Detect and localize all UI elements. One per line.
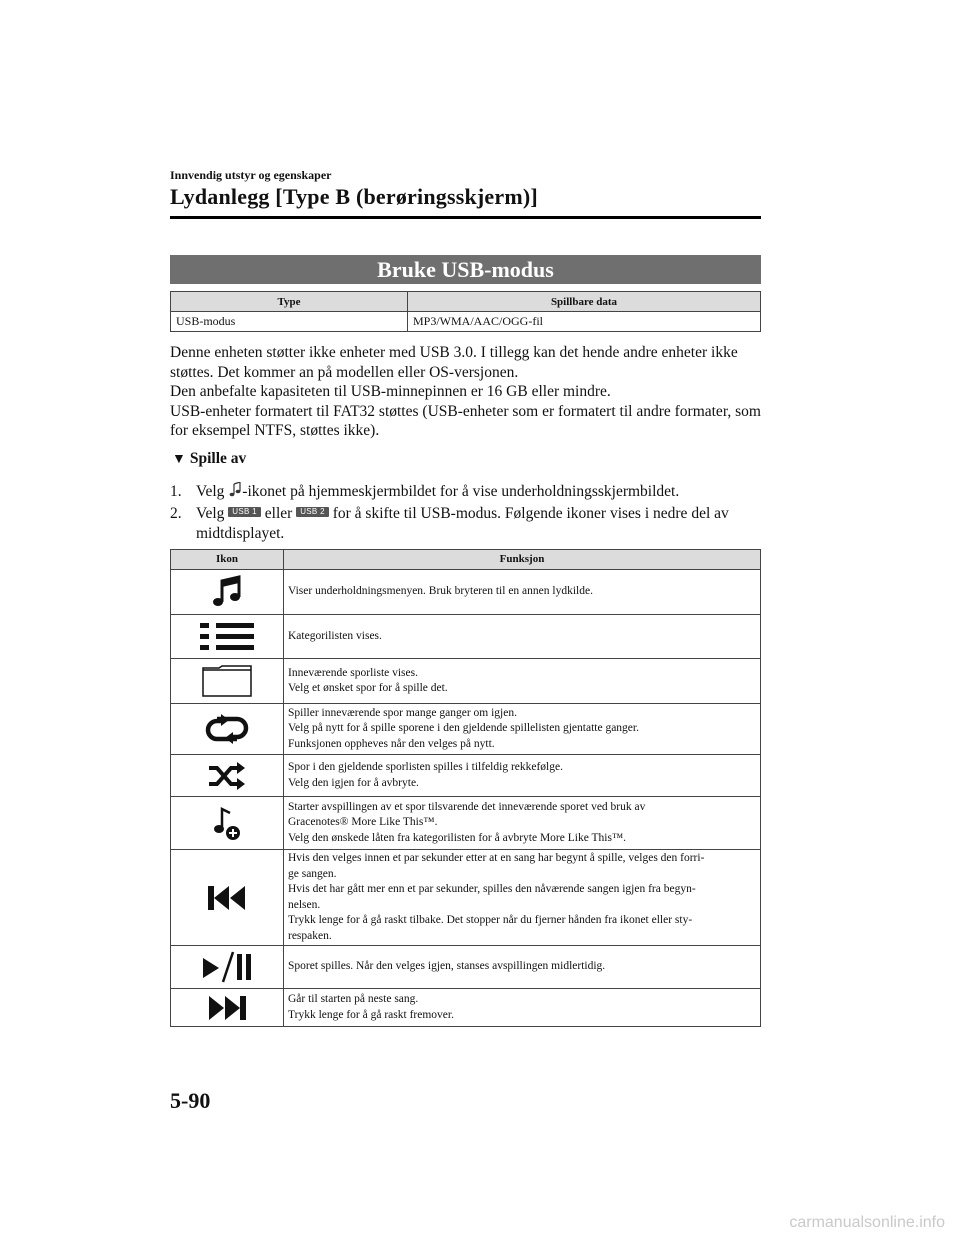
previous-track-icon[interactable] <box>207 885 247 911</box>
step-text: Velg <box>196 483 229 500</box>
running-section-title: Innvendig utstyr og egenskaper <box>170 168 332 182</box>
music-note-icon[interactable] <box>210 575 244 609</box>
function-description <box>284 989 761 1027</box>
paragraph: USB-enheter formatert til FAT32 støttes (USB-enheter som er formatert til andre formater, som for eksempel NTFS, støttes ikke). <box>170 402 761 439</box>
usb2-button[interactable]: USB 2 <box>296 507 329 517</box>
description-line: Viser underholdningsmenyen. Bruk bryteren til en annen lydkilde. <box>288 585 593 598</box>
function-description <box>284 615 761 659</box>
step-2 <box>170 504 765 544</box>
description-line: Kategorilisten vises. <box>288 629 382 642</box>
page-title: Lydanlegg [Type B (berøringsskjerm)] <box>170 184 538 209</box>
section-banner: Bruke USB-modus <box>170 255 761 284</box>
description-line: Starter avspillingen av et spor tilsvarende det inneværende sporet ved bruk av <box>288 800 646 813</box>
description-line: Gracenotes® More Like This™. <box>288 816 438 829</box>
paragraph: Denne enheten støtter ikke enheter med USB 3.0. I tillegg kan det hende andre enheter ikke støttes. Det kommer an på modellen eller OS-versjonen. <box>170 344 738 381</box>
table-row <box>171 755 761 797</box>
icon-cell <box>171 659 284 704</box>
table-row <box>171 946 761 989</box>
header-type: Type <box>171 292 408 312</box>
icon-cell <box>171 850 284 946</box>
playable-data-table <box>170 291 761 332</box>
steps-list <box>170 482 765 546</box>
step-text: Velg <box>196 505 229 522</box>
description-line: Går til starten på neste sang. <box>288 993 419 1005</box>
page-number: 5-90 <box>170 1088 211 1113</box>
title-rule <box>170 216 761 219</box>
cell-type: USB-modus <box>171 312 408 332</box>
next-track-icon[interactable] <box>207 995 247 1021</box>
folder-icon[interactable] <box>201 664 253 698</box>
paragraph: Den anbefalte kapasiteten til USB-minnepinnen er 16 GB eller mindre. <box>170 383 611 400</box>
function-description <box>284 755 761 797</box>
subsection-heading <box>172 450 246 468</box>
cell-playable-data: MP3/WMA/AAC/OGG-fil <box>408 312 761 332</box>
icon-cell <box>171 946 284 989</box>
description-line: Spiller inneværende spor mange ganger om igjen. <box>288 706 517 719</box>
icon-cell <box>171 615 284 659</box>
icon-cell <box>171 989 284 1027</box>
description-line: Trykk lenge for å gå raskt fremover. <box>288 1008 454 1021</box>
table-row <box>171 850 761 946</box>
repeat-icon[interactable] <box>203 714 251 744</box>
table-row <box>171 659 761 704</box>
icon-cell <box>171 755 284 797</box>
table-row <box>171 570 761 615</box>
description-line: Hvis det har gått mer enn et par sekunder, spilles den nåværende sangen igjen fra begyn- <box>288 883 696 895</box>
step-text: -ikonet på hjemmeskjermbildet for å vise underholdningsskjermbildet. <box>242 483 680 500</box>
description-line: respaken. <box>288 929 332 942</box>
description-line: ge sangen. <box>288 867 337 880</box>
table-row <box>171 615 761 659</box>
table-row <box>171 797 761 850</box>
step-text: for å skifte til USB-modus. Følgende ikoner vises i nedre del av midtdisplayet. <box>196 505 729 542</box>
play-pause-icon[interactable] <box>199 950 255 984</box>
function-description <box>284 659 761 704</box>
icon-cell <box>171 704 284 755</box>
description-line: nelsen. <box>288 898 321 911</box>
function-description <box>284 797 761 850</box>
header-icon: Ikon <box>171 550 284 570</box>
category-list-icon[interactable] <box>198 620 256 654</box>
watermark: carmanualsonline.info <box>789 1214 945 1231</box>
shuffle-icon[interactable] <box>207 761 247 791</box>
description-line: Trykk lenge for å gå raskt tilbake. Det stopper når du fjerner hånden fra ikonet eller sty- <box>288 914 693 926</box>
step-number: 1. <box>170 483 182 500</box>
description-line: Velg den ønskede låten fra kategorilisten for å avbryte More Like This™. <box>288 831 627 844</box>
more-like-this-icon[interactable] <box>212 805 242 841</box>
icon-cell <box>171 797 284 850</box>
step-1 <box>170 482 765 502</box>
function-description <box>284 946 761 989</box>
table-header-row <box>171 550 761 570</box>
description-line: Hvis den velges innen et par sekunder etter at en sang har begynt å spille, velges den forri- <box>288 852 705 864</box>
triangle-marker-icon: ▼ <box>172 452 186 467</box>
header-playable-data: Spillbare data <box>408 292 761 312</box>
table-row <box>171 704 761 755</box>
description-line: Velg et ønsket spor for å spille det. <box>288 682 448 694</box>
function-description <box>284 570 761 615</box>
description-line: Spor i den gjeldende sporlisten spilles i tilfeldig rekkefølge. <box>288 761 563 773</box>
step-number: 2. <box>170 505 182 522</box>
description-line: Velg den igjen for å avbryte. <box>288 776 419 789</box>
table-row <box>171 312 761 332</box>
icon-function-table <box>170 549 761 1027</box>
table-row <box>171 989 761 1027</box>
function-description <box>284 704 761 755</box>
entertainment-note-icon[interactable] <box>228 482 242 502</box>
description-line: Funksjonen oppheves når den velges på nytt. <box>288 737 495 750</box>
header-function: Funksjon <box>284 550 761 570</box>
usb1-button[interactable]: USB 1 <box>228 507 261 517</box>
body-text <box>170 343 765 441</box>
description-line: Velg på nytt for å spille sporene i den gjeldende spillelisten gjentatte ganger. <box>288 722 639 735</box>
icon-cell <box>171 570 284 615</box>
subsection-title: Spille av <box>189 450 247 467</box>
description-line: Sporet spilles. Når den velges igjen, stanses avspillingen midlertidig. <box>288 960 606 973</box>
function-description <box>284 850 761 946</box>
step-text: eller <box>260 505 297 522</box>
table-header-row <box>171 292 761 312</box>
description-line: Inneværende sporliste vises. <box>288 666 418 679</box>
